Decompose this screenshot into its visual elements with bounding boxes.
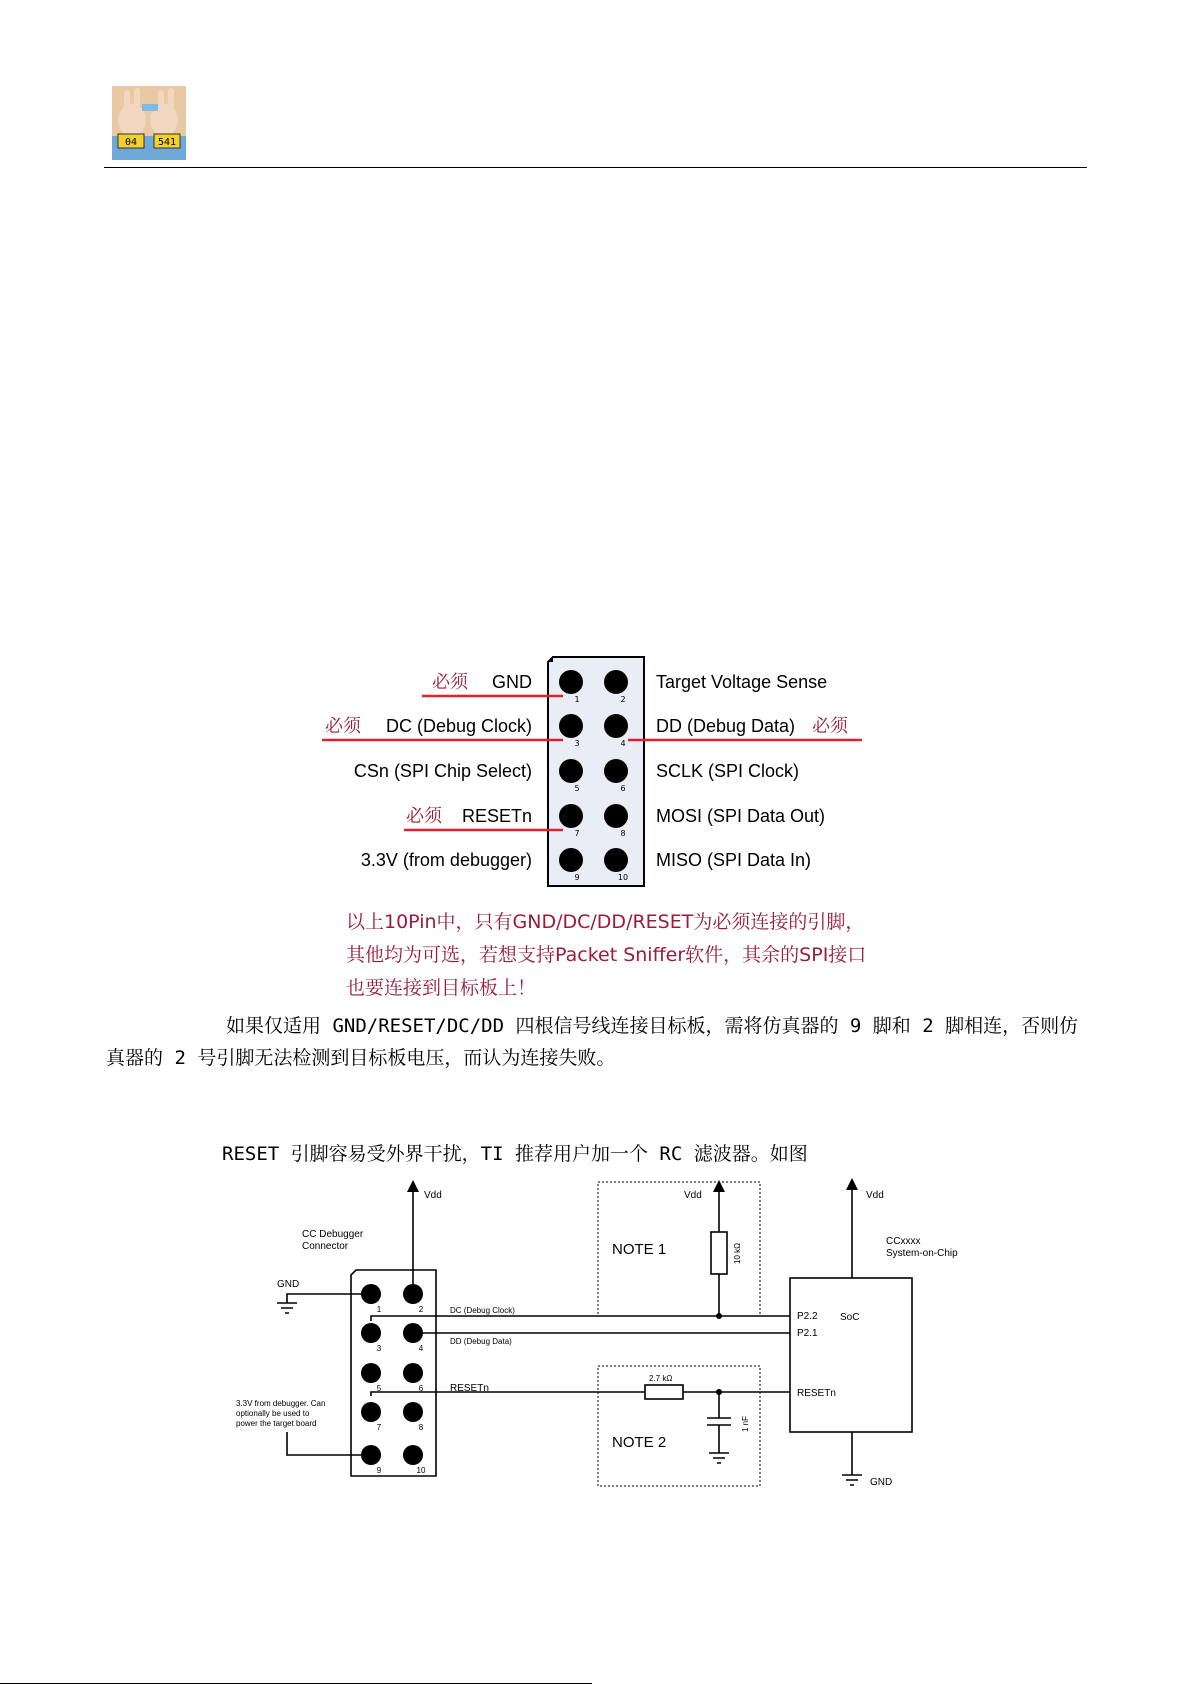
pin-label-mosi: MOSI (SPI Data Out) <box>656 806 826 826</box>
pinout-note-line-2: 其他均为可选，若想支持Packet Sniffer软件，其余的SPI接口 <box>346 944 867 966</box>
required-tag-gnd: 必须 <box>432 672 468 693</box>
gnd-symbol-cap <box>709 1453 729 1463</box>
required-tag-resetn: 必须 <box>406 806 442 827</box>
pinout-note-line-3: 也要连接到目标板上！ <box>346 977 537 999</box>
pin-number-7: 7 <box>574 829 580 838</box>
p22-label: P2.2 <box>797 1311 818 1322</box>
power-note-line-2: optionally be used to <box>236 1409 310 1418</box>
dc-signal-label: DC (Debug Clock) <box>450 1306 515 1315</box>
schem-pin-6 <box>403 1363 423 1383</box>
logo-number-left: 04 <box>124 137 138 148</box>
schem-pin-num-2: 2 <box>418 1305 424 1314</box>
schem-pin-num-4: 4 <box>418 1344 424 1353</box>
reset-wire-a <box>371 1392 645 1396</box>
schem-pin-4 <box>403 1323 423 1343</box>
gnd-symbol-connector <box>277 1303 297 1313</box>
gnd-label-connector: GND <box>277 1279 300 1290</box>
vdd-label-note1: Vdd <box>684 1190 702 1201</box>
schem-pin-7 <box>361 1402 381 1422</box>
pin-4-dot <box>604 714 628 738</box>
pin-label-3v3: 3.3V (from debugger) <box>360 850 532 870</box>
gnd-label-soc: GND <box>870 1477 893 1488</box>
pin-number-5: 5 <box>574 784 580 793</box>
pin-label-resetn: RESETn <box>461 806 532 826</box>
pin-label-csn: CSn (SPI Chip Select) <box>353 761 532 781</box>
junction-reset <box>716 1389 722 1395</box>
vdd-label-soc: Vdd <box>866 1190 884 1201</box>
pin-label-sclk: SCLK (SPI Clock) <box>656 761 800 781</box>
pin-8-dot <box>604 804 628 828</box>
resistor-2k7-body <box>645 1385 683 1399</box>
resistor-2k7-label: 2.7 kΩ <box>649 1374 673 1383</box>
pinout-note-line-1: 以上10Pin中，只有GND/DC/DD/RESET为必须连接的引脚， <box>346 911 865 933</box>
junction-dc <box>716 1313 722 1319</box>
resistor-10k-body <box>711 1232 727 1274</box>
pin-3-dot <box>559 714 583 738</box>
header-logo <box>112 86 186 160</box>
gnd-wire-connector <box>287 1294 371 1303</box>
schem-pin-10 <box>403 1445 423 1465</box>
schem-pin-num-7: 7 <box>376 1423 382 1432</box>
soc-title-line-2: System-on-Chip <box>886 1248 958 1259</box>
rabbit-logo-icon <box>112 86 186 160</box>
rc-filter-schematic <box>0 1170 1191 1515</box>
required-tag-dc: 必须 <box>325 716 361 737</box>
pin-number-8: 8 <box>620 829 626 838</box>
schem-pin-3 <box>361 1323 381 1343</box>
body-paragraph: 如果仅适用 GND/RESET/DC/DD 四根信号线连接目标板，需将仿真器的 9 脚和 2 脚相连，否则仿真器的 2 号引脚无法检测到目标板电压，而认为连接失败。 <box>106 1015 1079 1069</box>
pin-number-2: 2 <box>620 695 626 704</box>
pin-7-dot <box>559 804 583 828</box>
note2-label: NOTE 2 <box>612 1434 667 1451</box>
header-rule <box>104 167 1087 168</box>
reset-signal-label: RESETn <box>450 1383 489 1394</box>
power-note-line-3: power the target board <box>236 1419 317 1428</box>
pin-10-dot <box>604 848 628 872</box>
resistor-10k-label: 10 kΩ <box>733 1242 742 1264</box>
pin-number-3: 3 <box>574 739 580 748</box>
debug-connector-pinout-figure <box>0 640 1191 1010</box>
connector-key-notch <box>548 657 553 662</box>
footer-rule <box>0 1683 592 1684</box>
schem-pin-num-9: 9 <box>376 1466 382 1475</box>
pin-label-dd: DD (Debug Data) <box>656 716 796 736</box>
schem-pin-9 <box>361 1445 381 1465</box>
pin-9-dot <box>559 848 583 872</box>
pin-label-gnd: GND <box>492 672 532 692</box>
soc-label: SoC <box>840 1312 860 1323</box>
connector-title-line-1: CC Debugger <box>302 1229 364 1240</box>
soc-box <box>790 1278 912 1432</box>
gnd-symbol-soc <box>842 1475 862 1485</box>
schem-pin-num-10: 10 <box>416 1466 426 1475</box>
p21-label: P2.1 <box>797 1328 818 1339</box>
pin-number-9: 9 <box>574 873 580 882</box>
schem-pin-num-6: 6 <box>418 1384 424 1393</box>
vdd-arrow-connector <box>407 1180 419 1192</box>
capacitor-label: 1 nF <box>741 1415 750 1432</box>
note2-box <box>598 1366 760 1486</box>
pin-label-miso: MISO (SPI Data In) <box>656 850 812 870</box>
pin-label-target-voltage: Target Voltage Sense <box>656 672 828 692</box>
pin-5-dot <box>559 759 583 783</box>
vdd-label-connector: Vdd <box>424 1190 442 1201</box>
pin-2-dot <box>604 670 628 694</box>
schem-pin-5 <box>361 1363 381 1383</box>
required-tag-dd: 必须 <box>812 716 848 737</box>
pin-label-dc: DC (Debug Clock) <box>385 716 532 736</box>
pin-6-dot <box>604 759 628 783</box>
soc-reset-label: RESETn <box>797 1388 836 1399</box>
logo-number-right: 541 <box>157 137 177 148</box>
pin-number-6: 6 <box>620 784 626 793</box>
dd-signal-label: DD (Debug Data) <box>450 1337 512 1346</box>
schem-pin-8 <box>403 1402 423 1422</box>
dc-wire <box>371 1316 790 1321</box>
soc-title-line-1: CCxxxx <box>886 1236 921 1247</box>
vdd-arrow-soc <box>846 1178 858 1190</box>
power-note-line-1: 3.3V from debugger. Can <box>236 1399 326 1408</box>
reset-filter-intro: RESET 引脚容易受外界干扰，TI 推荐用户加一个 RC 滤波器。如图 <box>222 1143 808 1165</box>
pin-number-4: 4 <box>620 739 626 748</box>
power-pin9-wire <box>287 1432 371 1455</box>
capacitor-plates <box>707 1418 731 1425</box>
schem-pin-num-1: 1 <box>376 1305 382 1314</box>
schem-pin-num-3: 3 <box>376 1344 382 1353</box>
pin-number-1: 1 <box>574 695 580 704</box>
schem-pin-num-8: 8 <box>418 1423 424 1432</box>
schem-pin-num-5: 5 <box>376 1384 382 1393</box>
note1-label: NOTE 1 <box>612 1241 667 1258</box>
pin-1-dot <box>559 670 583 694</box>
connector-title-line-2: Connector <box>302 1241 349 1252</box>
schem-pin-2 <box>403 1284 423 1304</box>
pin-number-10: 10 <box>617 873 629 882</box>
schem-pin-1 <box>361 1284 381 1304</box>
